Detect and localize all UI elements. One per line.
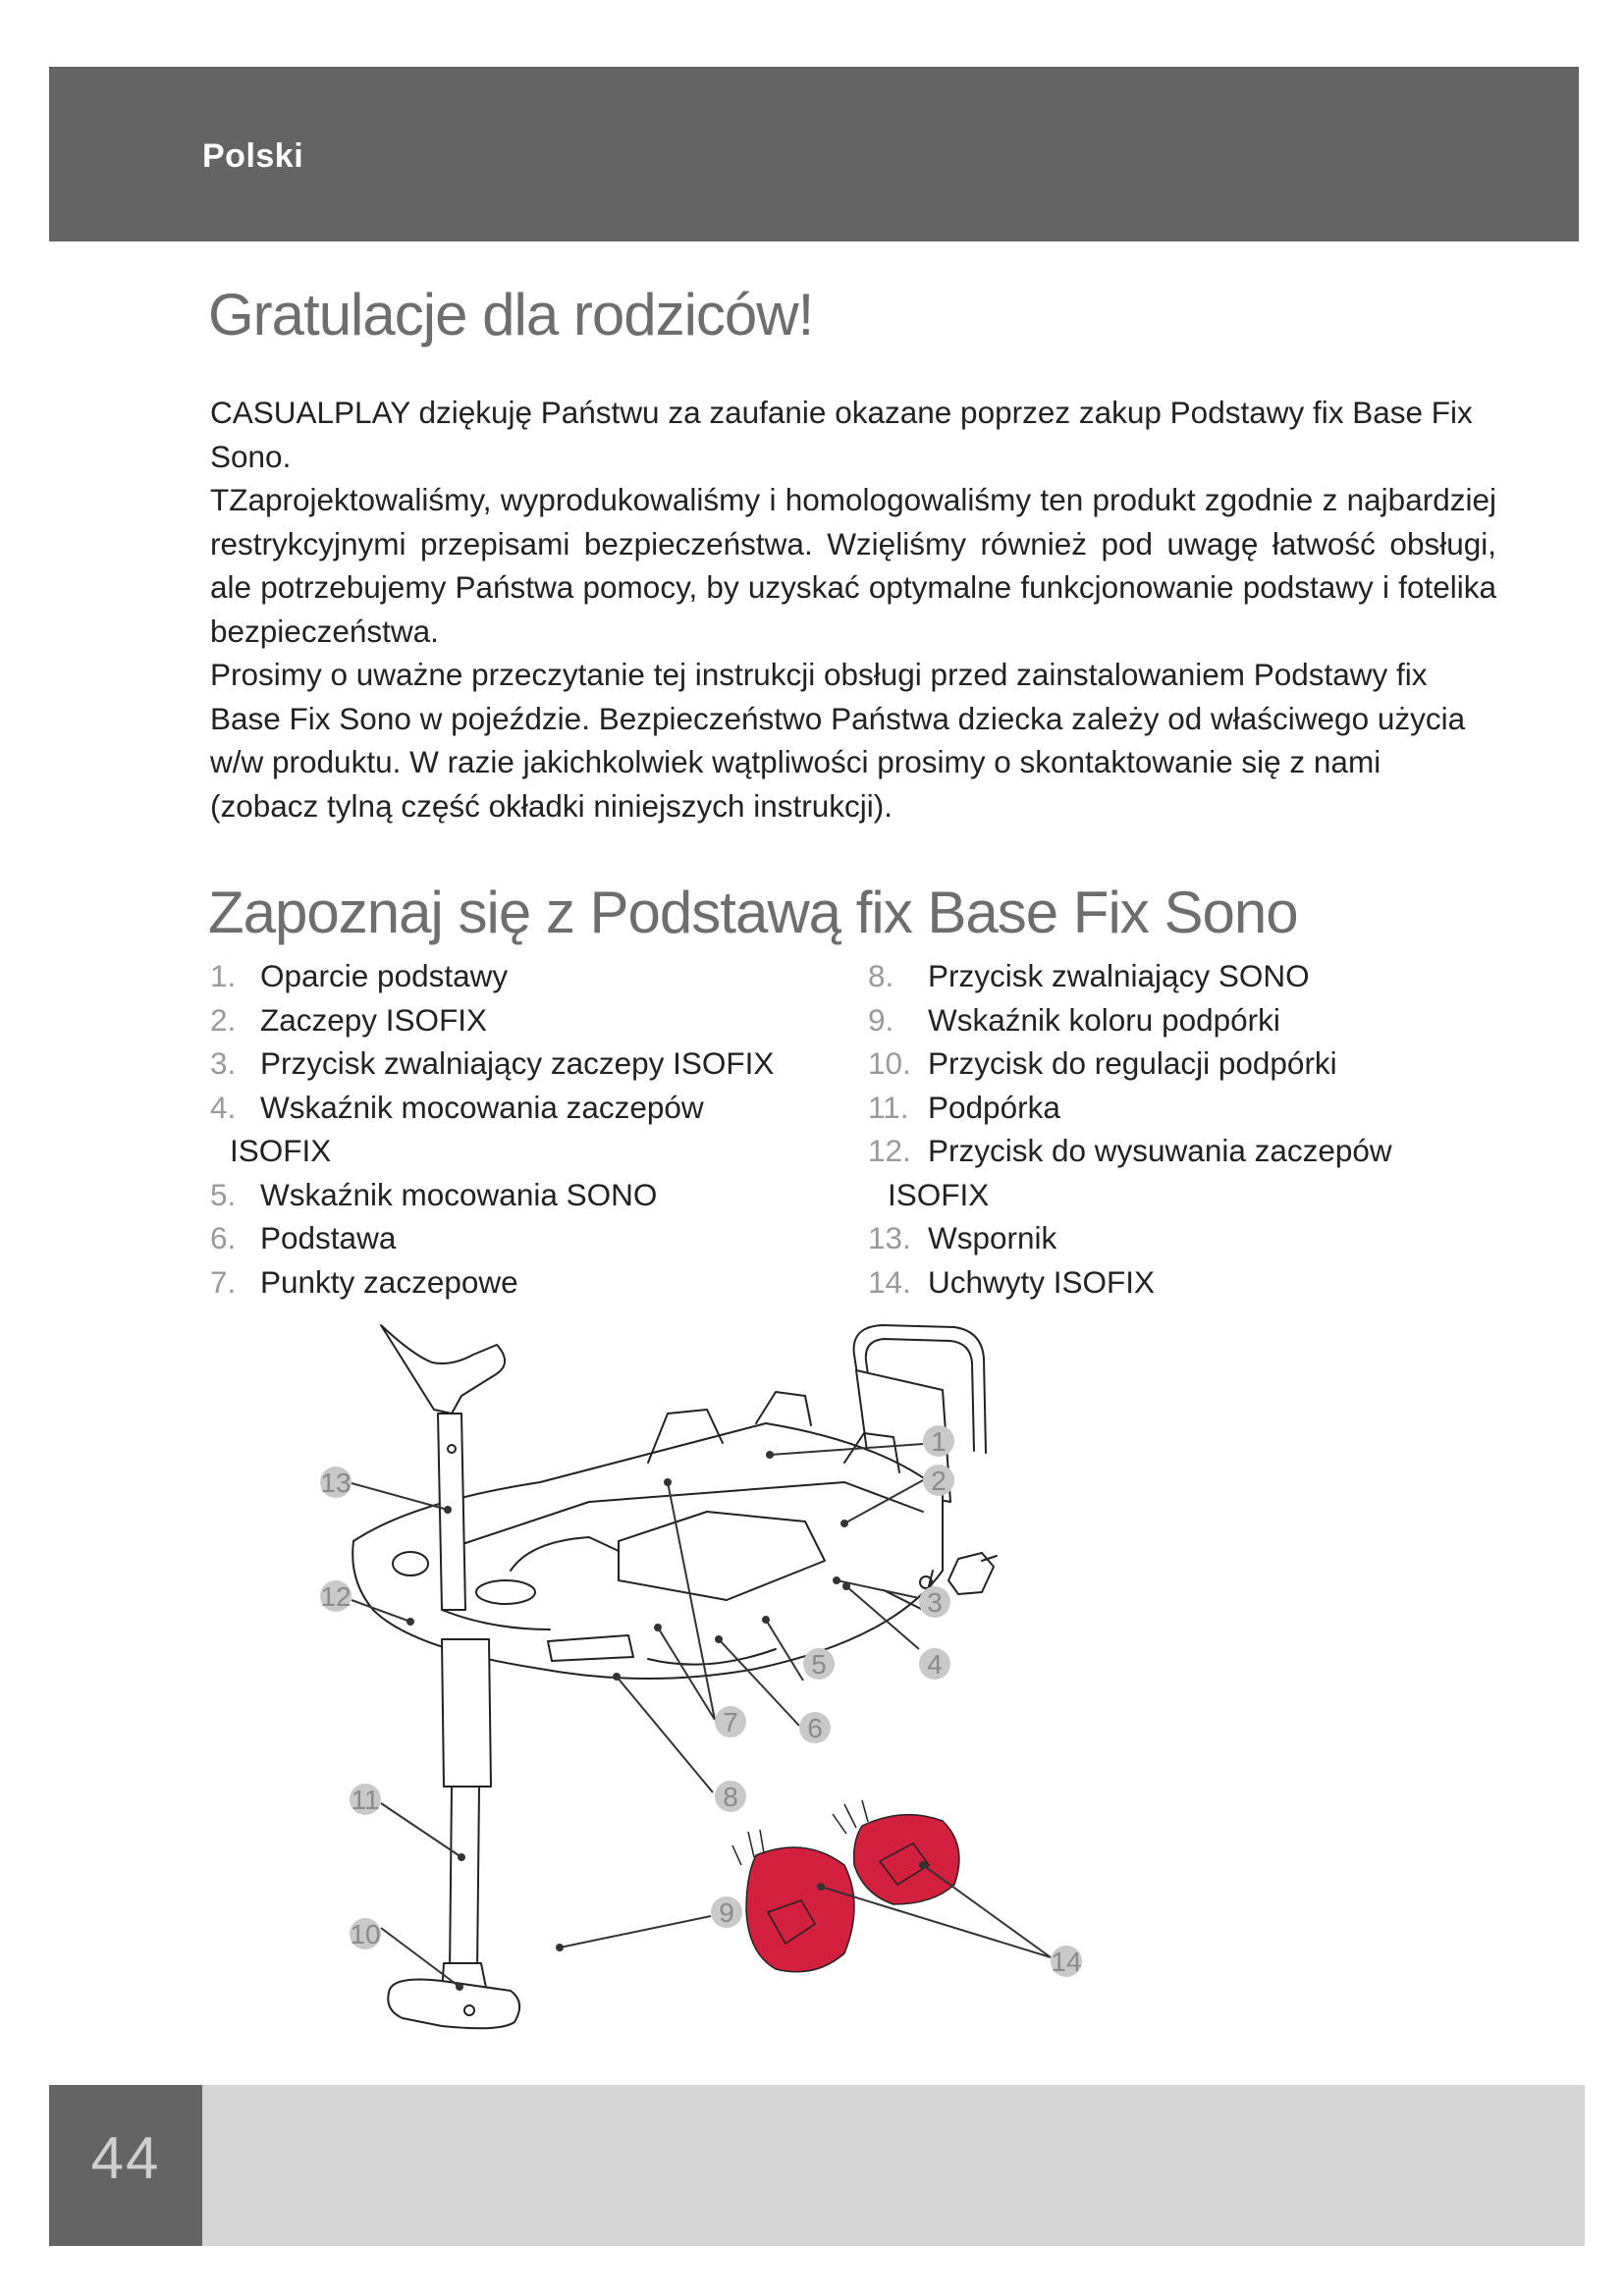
item-label: Wskaźnik mocowania zaczepów <box>260 1089 704 1125</box>
item-label-continuation: ISOFIX <box>230 1133 332 1168</box>
item-label-continuation: ISOFIX <box>888 1176 990 1212</box>
svg-text:9: 9 <box>719 1897 734 1928</box>
item-label: Punkty zaczepowe <box>260 1263 518 1300</box>
svg-text:2: 2 <box>931 1466 947 1496</box>
item-number: 1. <box>210 958 237 993</box>
parts-list-right <box>868 954 1496 1304</box>
callout-13 <box>320 1467 352 1498</box>
header-band <box>49 67 1579 241</box>
item-number: 6. <box>210 1220 237 1255</box>
item-label: Wspornik <box>928 1220 1057 1255</box>
intro-title: Gratulacje dla rodziców! <box>208 282 814 347</box>
svg-text:10: 10 <box>350 1919 381 1949</box>
isofix-latch-drawing <box>948 1553 997 1594</box>
svg-text:7: 7 <box>723 1707 738 1737</box>
list-item <box>210 1041 839 1086</box>
item-label: Podpórka <box>928 1089 1060 1125</box>
item-label: Przycisk zwalniający zaczepy ISOFIX <box>260 1045 775 1081</box>
list-item <box>210 1260 839 1305</box>
svg-text:6: 6 <box>807 1713 823 1743</box>
support-leg-drawing <box>388 1639 519 2028</box>
item-label: Wskaźnik koloru podpórki <box>928 1001 1280 1038</box>
callout-3 <box>919 1586 950 1618</box>
parts-title: Zapoznaj się z Podstawą fix Base Fix Sono <box>208 880 1298 945</box>
list-item <box>868 1041 1496 1086</box>
item-number: 2. <box>210 1001 237 1038</box>
callout-1 <box>923 1425 954 1457</box>
item-number: 14. <box>868 1263 911 1300</box>
item-number: 8. <box>868 958 894 993</box>
item-number: 4. <box>210 1089 237 1125</box>
item-label: Zaczepy ISOFIX <box>260 1001 488 1038</box>
product-diagram <box>295 1315 1424 2081</box>
section-label: Polski <box>202 137 304 175</box>
list-item <box>868 998 1496 1042</box>
callout-10 <box>350 1918 381 1949</box>
list-item <box>868 1086 1496 1130</box>
item-label: Wskaźnik mocowania SONO <box>260 1176 658 1212</box>
item-label: Oparcie podstawy <box>260 958 509 993</box>
svg-text:3: 3 <box>927 1587 943 1618</box>
list-item <box>868 1260 1496 1305</box>
svg-text:14: 14 <box>1051 1947 1082 1977</box>
intro-paragraph: Prosimy o uważne przeczytanie tej instrukcji obsługi przed zainstalowaniem Podstawy fix Base Fix Sono w pojeździe. Bezpieczeństwo Państwa dziecka zależy od właściwego użycia w/w produktu. W razie jakichkolwiek wątpliwości prosimy o skontaktowanie się z nami (zobacz tylną część okładki niniejszych instrukcji). <box>210 657 1466 824</box>
page-number: 44 <box>90 2125 161 2191</box>
svg-text:8: 8 <box>723 1782 738 1812</box>
list-item <box>868 1216 1496 1260</box>
isofix-guides-drawing <box>732 1800 959 1972</box>
item-label: Uchwyty ISOFIX <box>928 1263 1156 1300</box>
intro-paragraph: CASUALPLAY dziękuję Państwu za zaufanie okazane poprzez zakup Podstawy fix Base Fix Sono. <box>210 395 1473 474</box>
callout-11 <box>350 1784 381 1815</box>
svg-text:1: 1 <box>931 1426 947 1457</box>
list-item <box>210 998 839 1042</box>
callout-12 <box>320 1580 352 1612</box>
item-number: 13. <box>868 1220 911 1255</box>
list-item <box>868 954 1496 998</box>
item-label: Przycisk do wysuwania zaczepów <box>928 1133 1392 1168</box>
item-number: 5. <box>210 1176 237 1212</box>
item-number: 12. <box>868 1133 911 1168</box>
list-item <box>210 1216 839 1260</box>
list-item <box>210 1086 839 1130</box>
callout-6 <box>799 1712 831 1743</box>
item-number: 9. <box>868 1001 894 1038</box>
callout-8 <box>715 1781 746 1812</box>
item-number: 11. <box>868 1089 909 1125</box>
svg-text:11: 11 <box>351 1785 380 1815</box>
item-number: 3. <box>210 1045 237 1081</box>
item-label: Podstawa <box>260 1220 397 1255</box>
svg-text:5: 5 <box>811 1649 827 1680</box>
item-label: Przycisk do regulacji podpórki <box>928 1045 1337 1081</box>
list-item <box>210 954 839 998</box>
callout-4 <box>919 1648 950 1680</box>
svg-text:12: 12 <box>320 1581 352 1612</box>
item-label: Przycisk zwalniający SONO <box>928 958 1310 993</box>
callout-2 <box>923 1465 954 1496</box>
callout-7 <box>715 1706 746 1737</box>
svg-text:13: 13 <box>320 1468 352 1498</box>
callout-5 <box>803 1648 835 1680</box>
list-item <box>210 1173 839 1217</box>
svg-text:4: 4 <box>927 1649 943 1680</box>
parts-list-left <box>210 954 839 1304</box>
footer-bar <box>202 2085 1585 2246</box>
page-number-box <box>49 2085 202 2246</box>
callout-14 <box>1051 1946 1082 1977</box>
intro-paragraph: TZaprojektowaliśmy, wyprodukowaliśmy i homologowaliśmy ten produkt zgodnie z najbardziej restrykcyjnymi przepisami bezpieczeństwa. Wzięliśmy również pod uwagę łatwość obsługi, ale potrzebujemy Państwa pomocy, by uzyskać optymalne funkcjonowanie podstawy i fotelika bezpieczeństwa. <box>210 482 1496 649</box>
callout-9 <box>711 1896 742 1928</box>
item-number: 7. <box>210 1263 237 1300</box>
intro-text <box>210 391 1496 828</box>
item-number: 10. <box>868 1045 911 1081</box>
list-item <box>868 1129 1496 1173</box>
